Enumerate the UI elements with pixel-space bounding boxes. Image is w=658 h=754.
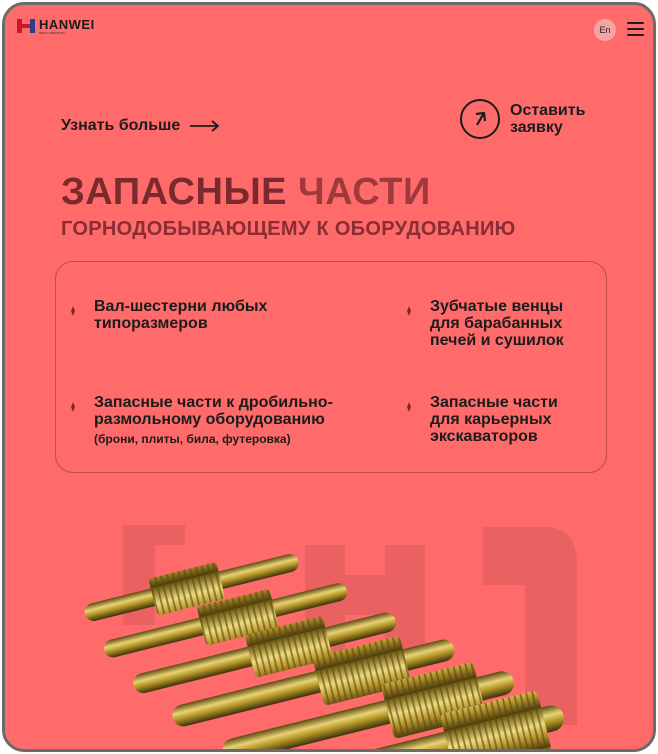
- diamond-bullet-icon: [404, 394, 416, 445]
- apply-label-line2: заявку: [510, 119, 563, 136]
- diamond-bullet-icon: [68, 298, 80, 332]
- title-part1: ЗАПАСНЫЕ: [61, 171, 299, 213]
- title-part2: ЧАСТИ: [298, 171, 431, 213]
- apply-label-line1: Оставить: [510, 102, 586, 119]
- feature-line: Запасные части: [430, 394, 558, 411]
- brand-subtitle: HEAVY INDUSTRY: [39, 30, 65, 35]
- feature-line: Запасные части к дробильно-: [94, 394, 333, 411]
- diamond-bullet-icon: [68, 394, 80, 448]
- page-frame: [2, 2, 656, 752]
- brand-name: HANWEI: [39, 16, 95, 32]
- logo-mark-icon: [17, 17, 35, 35]
- learn-more-link[interactable]: [61, 117, 220, 135]
- brand-logo[interactable]: [17, 17, 95, 35]
- arrow-up-right-icon: [460, 99, 500, 139]
- feature-line: для карьерных: [430, 411, 552, 428]
- feature-line: типоразмеров: [94, 315, 208, 332]
- feature-line: размольному оборудованию: [94, 411, 325, 428]
- language-switch[interactable]: En: [594, 19, 616, 41]
- feature-item: [68, 298, 267, 332]
- feature-line: печей и сушилок: [430, 332, 564, 349]
- feature-line: для барабанных: [430, 315, 563, 332]
- feature-note: (брони, плиты, била, футеровка): [94, 432, 291, 446]
- feature-item: [404, 394, 558, 445]
- arrow-right-icon: [190, 120, 220, 132]
- diamond-bullet-icon: [404, 298, 416, 349]
- learn-more-label: Узнать больше: [61, 117, 181, 134]
- feature-item: [404, 298, 564, 349]
- page-title: [61, 173, 431, 211]
- gear-shafts-image: [5, 505, 656, 752]
- feature-line: экскаваторов: [430, 428, 538, 445]
- features-card: [55, 261, 607, 473]
- apply-button[interactable]: [460, 99, 585, 139]
- hamburger-icon[interactable]: [627, 22, 644, 36]
- feature-item: [68, 394, 333, 448]
- feature-line: Зубчатые венцы: [430, 298, 564, 315]
- page-subtitle: ГОРНОДОБЫВАЮЩЕМУ К ОБОРУДОВАНИЮ: [61, 218, 516, 240]
- feature-line: Вал-шестерни любых: [94, 298, 268, 315]
